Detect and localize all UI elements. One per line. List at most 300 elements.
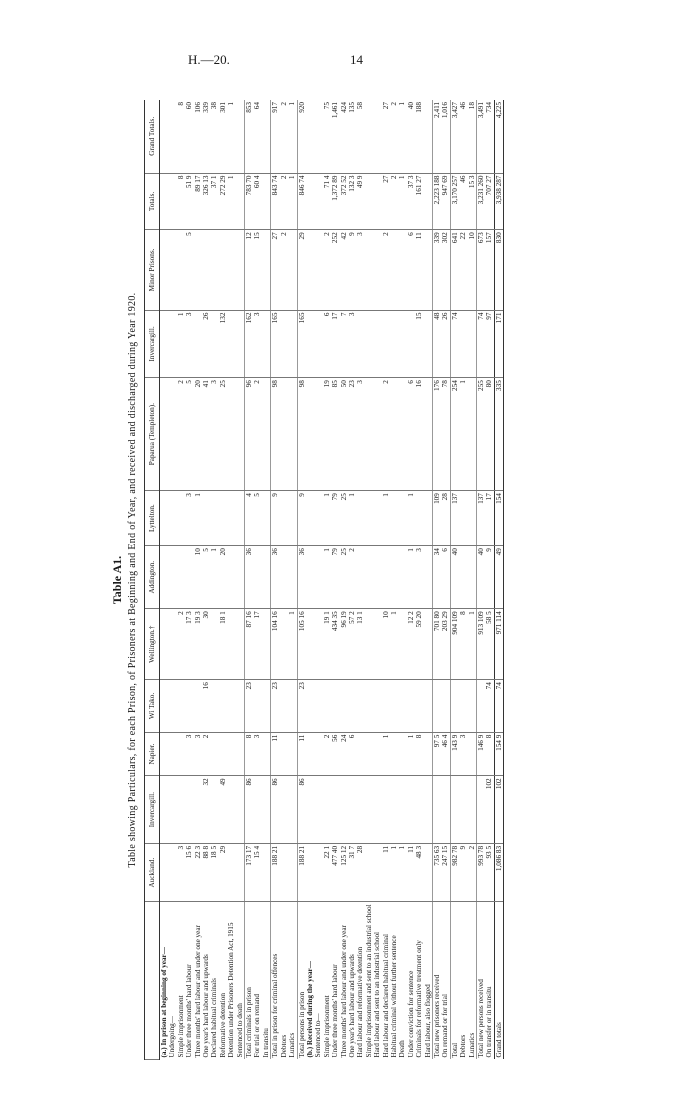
table-cell bbox=[194, 230, 202, 310]
table-cell: 57 2 bbox=[348, 609, 356, 680]
table-cell: 6 bbox=[407, 378, 415, 491]
table-cell bbox=[390, 378, 398, 491]
table-cell bbox=[210, 732, 218, 776]
table-cell: 1 bbox=[390, 843, 398, 901]
table-cell: 2,223 188 bbox=[433, 173, 442, 230]
table-cell: 735 63 bbox=[433, 843, 442, 901]
table-cell: 29 bbox=[297, 230, 306, 310]
table-cell bbox=[280, 609, 288, 680]
table-cell: 60 4 bbox=[253, 173, 261, 230]
table-cell bbox=[424, 173, 433, 230]
row-label: Simple imprisonment bbox=[322, 995, 331, 1058]
table-cell bbox=[424, 100, 433, 173]
table-cell bbox=[160, 546, 169, 609]
table-cell bbox=[424, 230, 433, 310]
table-row bbox=[288, 100, 297, 1060]
table-cell: 48 3 bbox=[415, 843, 423, 901]
table-cell bbox=[168, 310, 176, 378]
table-cell bbox=[288, 310, 297, 378]
table-cell: 75 bbox=[323, 100, 331, 173]
table-cell: 3 bbox=[185, 732, 193, 776]
table-cell: 36 bbox=[245, 546, 254, 609]
table-cell bbox=[262, 100, 271, 173]
table-row bbox=[194, 100, 202, 1060]
row-label: Under three months' hard labour bbox=[185, 964, 194, 1058]
table-cell: 424 bbox=[340, 100, 348, 173]
table-cell bbox=[306, 230, 314, 310]
table-cell bbox=[288, 230, 297, 310]
table-cell bbox=[459, 491, 467, 546]
table-cell: 701 80 bbox=[433, 609, 442, 680]
table-cell bbox=[415, 680, 423, 733]
table-cell bbox=[468, 776, 477, 844]
table-cell: 673 bbox=[477, 230, 486, 310]
table-cell: 335 bbox=[494, 378, 503, 491]
table-cell: 1 bbox=[398, 100, 406, 173]
table-cell bbox=[424, 310, 433, 378]
table-cell bbox=[373, 776, 381, 844]
table-cell: 5 bbox=[185, 378, 193, 491]
row-label: Total new prisoners received bbox=[433, 902, 442, 1060]
column-header: Wellington.† bbox=[145, 609, 160, 680]
table-cell bbox=[262, 546, 271, 609]
table-row bbox=[331, 100, 339, 1060]
table-cell bbox=[236, 230, 245, 310]
table-cell: 16 bbox=[202, 680, 210, 733]
table-cell: 88 8 bbox=[202, 843, 210, 901]
table-cell bbox=[382, 546, 390, 609]
table-cell bbox=[468, 378, 477, 491]
table-cell bbox=[424, 378, 433, 491]
table-cell bbox=[390, 732, 398, 776]
table-cell bbox=[323, 776, 331, 844]
table-row bbox=[441, 100, 450, 1060]
table-cell bbox=[348, 776, 356, 844]
table-cell bbox=[280, 310, 288, 378]
table-cell bbox=[236, 609, 245, 680]
table-cell: 74 bbox=[450, 310, 459, 378]
column-header: Wi Tako. bbox=[145, 680, 160, 733]
table-cell bbox=[168, 230, 176, 310]
table-cell bbox=[356, 776, 364, 844]
table-cell bbox=[373, 100, 381, 173]
table-cell: 11 bbox=[382, 843, 390, 901]
table-cell bbox=[227, 546, 235, 609]
table-cell bbox=[280, 843, 288, 901]
page-number: 14 bbox=[350, 52, 363, 67]
table-cell bbox=[194, 776, 202, 844]
table-cell: 171 bbox=[494, 310, 503, 378]
table-cell bbox=[314, 230, 322, 310]
table-cell bbox=[202, 230, 210, 310]
table-cell bbox=[168, 732, 176, 776]
table-cell: 80 bbox=[485, 378, 494, 491]
table-cell bbox=[382, 776, 390, 844]
table-cell: 13 1 bbox=[356, 609, 364, 680]
table-cell bbox=[373, 378, 381, 491]
table-cell bbox=[236, 378, 245, 491]
table-cell: 2 bbox=[280, 173, 288, 230]
table-cell: 9 bbox=[297, 491, 306, 546]
table-cell: 8 bbox=[415, 732, 423, 776]
table-cell: 23 bbox=[271, 680, 280, 733]
table-cell: 28 bbox=[441, 491, 450, 546]
table-cell bbox=[398, 776, 406, 844]
table-cell bbox=[314, 776, 322, 844]
table-cell: 34 bbox=[433, 546, 442, 609]
table-cell: 1 bbox=[382, 491, 390, 546]
table-cell: 86 bbox=[297, 776, 306, 844]
table-cell bbox=[468, 732, 477, 776]
column-header: Auckland. bbox=[145, 843, 160, 901]
table-cell: 20 bbox=[194, 378, 202, 491]
table-cell: 125 12 bbox=[340, 843, 348, 901]
table-cell bbox=[415, 491, 423, 546]
table-cell bbox=[288, 378, 297, 491]
table-cell: 2 bbox=[382, 230, 390, 310]
table-row bbox=[373, 100, 381, 1060]
row-label: Total bbox=[450, 902, 459, 1060]
row-label: Hard labour and declared habitual criminal bbox=[381, 933, 390, 1058]
table-cell bbox=[450, 680, 459, 733]
table-row bbox=[415, 100, 423, 1060]
table-cell: 188 21 bbox=[297, 843, 306, 901]
table-cell bbox=[373, 609, 381, 680]
table-cell: 982 78 bbox=[450, 843, 459, 901]
row-label: Reformative detention bbox=[218, 993, 227, 1058]
table-cell bbox=[382, 680, 390, 733]
table-cell bbox=[262, 776, 271, 844]
table-cell bbox=[373, 491, 381, 546]
table-cell: 339 bbox=[202, 100, 210, 173]
table-cell: 31 7 bbox=[348, 843, 356, 901]
table-cell: 2 bbox=[390, 173, 398, 230]
table-cell bbox=[288, 843, 297, 901]
row-label: Three months' hard labour and under one year bbox=[339, 925, 348, 1058]
table-row bbox=[160, 100, 169, 1060]
table-cell bbox=[407, 776, 415, 844]
table-cell: 3 bbox=[356, 378, 364, 491]
table-row bbox=[168, 100, 176, 1060]
table-row bbox=[398, 100, 406, 1060]
table-cell: 56 bbox=[331, 732, 339, 776]
table-cell bbox=[433, 776, 442, 844]
table-cell: 19 1 bbox=[323, 609, 331, 680]
table-cell: 2 bbox=[280, 230, 288, 310]
row-label: Death bbox=[398, 1040, 407, 1058]
table-cell bbox=[424, 843, 433, 901]
table-cell bbox=[306, 310, 314, 378]
row-label: Criminals for reformative treatment only bbox=[415, 940, 424, 1058]
row-label: Declared habitual criminals bbox=[210, 978, 219, 1058]
row-label: Total in prison for criminal offences bbox=[271, 902, 280, 1060]
table-cell bbox=[398, 310, 406, 378]
table-row bbox=[280, 100, 288, 1060]
table-cell bbox=[398, 230, 406, 310]
table-cell: 98 bbox=[297, 378, 306, 491]
table-cell bbox=[365, 546, 373, 609]
row-label: Total criminals in prison bbox=[245, 902, 254, 1060]
table-row bbox=[468, 100, 477, 1060]
table-cell: 32 bbox=[202, 776, 210, 844]
table-cell: 46 bbox=[459, 173, 467, 230]
table-row bbox=[424, 100, 433, 1060]
table-cell bbox=[253, 546, 261, 609]
table-cell: 42 bbox=[340, 230, 348, 310]
table-cell: 132 bbox=[219, 310, 227, 378]
table-cell: 9 bbox=[459, 843, 467, 901]
table-cell: 17 bbox=[253, 609, 261, 680]
table-cell bbox=[177, 230, 185, 310]
row-label: On transfer or in transitu bbox=[485, 986, 494, 1058]
table-row bbox=[459, 100, 467, 1060]
table-cell: 3 bbox=[253, 310, 261, 378]
table-cell: 102 bbox=[494, 776, 503, 844]
table-cell: 9 bbox=[271, 491, 280, 546]
table-row bbox=[271, 100, 280, 1060]
table-cell: 947 69 bbox=[441, 173, 450, 230]
table-cell bbox=[262, 609, 271, 680]
table-row bbox=[485, 100, 494, 1060]
table-cell bbox=[314, 173, 322, 230]
table-cell bbox=[407, 680, 415, 733]
table-cell: 993 78 bbox=[477, 843, 486, 901]
table-cell bbox=[280, 732, 288, 776]
table-cell: 78 bbox=[441, 378, 450, 491]
table-cell: 58 5 bbox=[485, 609, 494, 680]
table-body bbox=[160, 100, 504, 1060]
table-cell: 301 bbox=[219, 100, 227, 173]
table-cell: 10 bbox=[194, 546, 202, 609]
row-label: Grand totals bbox=[494, 902, 503, 1060]
table-cell bbox=[160, 732, 169, 776]
table-cell bbox=[323, 680, 331, 733]
table-row bbox=[236, 100, 245, 1060]
table-cell: 74 bbox=[477, 310, 486, 378]
row-label: Debtors bbox=[279, 1034, 288, 1058]
table-cell bbox=[424, 776, 433, 844]
table-row bbox=[185, 100, 193, 1060]
table-cell bbox=[314, 546, 322, 609]
table-cell: 143 9 bbox=[450, 732, 459, 776]
table-cell: 161 27 bbox=[415, 173, 423, 230]
table-cell bbox=[219, 680, 227, 733]
table-row bbox=[348, 100, 356, 1060]
table-cell bbox=[236, 680, 245, 733]
table-cell: 913 109 bbox=[477, 609, 486, 680]
table-cell: 8 bbox=[177, 173, 185, 230]
table-cell: 1 bbox=[468, 609, 477, 680]
table-cell: 16 bbox=[415, 378, 423, 491]
table-cell bbox=[210, 776, 218, 844]
table-cell: 11 bbox=[415, 230, 423, 310]
table-cell bbox=[210, 491, 218, 546]
table-cell bbox=[331, 776, 339, 844]
table-cell bbox=[210, 230, 218, 310]
table-cell: 6 bbox=[441, 546, 450, 609]
table-cell bbox=[168, 491, 176, 546]
table-row bbox=[365, 100, 373, 1060]
table-row bbox=[219, 100, 227, 1060]
table-cell bbox=[227, 378, 235, 491]
table-cell bbox=[390, 546, 398, 609]
table-cell bbox=[407, 310, 415, 378]
table-cell bbox=[365, 230, 373, 310]
table-cell: 46 4 bbox=[441, 732, 450, 776]
table-cell bbox=[280, 491, 288, 546]
table-cell: 74 bbox=[494, 680, 503, 733]
table-cell bbox=[288, 776, 297, 844]
table-cell: 1 bbox=[459, 378, 467, 491]
table-cell: 27 bbox=[271, 230, 280, 310]
table-cell: 48 bbox=[433, 310, 442, 378]
table-cell bbox=[390, 491, 398, 546]
table-cell: 1 bbox=[288, 173, 297, 230]
table-cell: 36 bbox=[297, 546, 306, 609]
table-row bbox=[433, 100, 442, 1060]
row-label: Lunatics bbox=[288, 1032, 297, 1058]
table-cell: 132 3 bbox=[348, 173, 356, 230]
table-cell: 96 19 bbox=[340, 609, 348, 680]
table-cell: 49 9 bbox=[356, 173, 364, 230]
table-cell: 783 70 bbox=[245, 173, 254, 230]
table-cell: 64 bbox=[253, 100, 261, 173]
table-cell: 11 bbox=[407, 843, 415, 901]
table-cell bbox=[210, 310, 218, 378]
table-row bbox=[306, 100, 314, 1060]
table-cell bbox=[227, 491, 235, 546]
table-cell bbox=[280, 776, 288, 844]
table-cell: 154 bbox=[494, 491, 503, 546]
table-cell: 326 13 bbox=[202, 173, 210, 230]
row-label: (b.) Received during the year— bbox=[305, 961, 314, 1058]
table-cell bbox=[227, 843, 235, 901]
table-cell: 18 5 bbox=[210, 843, 218, 901]
table-cell bbox=[373, 173, 381, 230]
table-cell bbox=[280, 546, 288, 609]
table-cell bbox=[390, 680, 398, 733]
table-cell bbox=[398, 378, 406, 491]
table-cell: 25 bbox=[340, 491, 348, 546]
table-cell: 23 bbox=[245, 680, 254, 733]
table-cell: 176 bbox=[433, 378, 442, 491]
table-cell: 203 29 bbox=[441, 609, 450, 680]
row-label: Total persons in prison bbox=[297, 902, 306, 1060]
table-cell: 30 bbox=[202, 609, 210, 680]
table-cell bbox=[415, 776, 423, 844]
table-cell: 8 bbox=[485, 732, 494, 776]
table-cell bbox=[382, 310, 390, 378]
table-cell: 1 bbox=[227, 100, 235, 173]
row-label: Debtors bbox=[459, 1034, 468, 1058]
table-cell bbox=[365, 173, 373, 230]
table-cell: 3,491 bbox=[477, 100, 486, 173]
table-cell: 1 bbox=[288, 609, 297, 680]
table-cell bbox=[373, 680, 381, 733]
table-cell: 18 1 bbox=[219, 609, 227, 680]
table-cell bbox=[365, 491, 373, 546]
table-cell: 50 bbox=[340, 378, 348, 491]
table-cell: 2 bbox=[348, 546, 356, 609]
table-cell: 22 1 bbox=[323, 843, 331, 901]
table-cell: 5 bbox=[185, 230, 193, 310]
column-header: Invercargill. bbox=[145, 310, 160, 378]
table-cell bbox=[280, 680, 288, 733]
table-cell: 2 bbox=[323, 230, 331, 310]
table-cell: 46 bbox=[459, 100, 467, 173]
table-cell: 434 35 bbox=[331, 609, 339, 680]
table-cell bbox=[306, 843, 314, 901]
table-cell bbox=[365, 609, 373, 680]
table-cell bbox=[236, 173, 245, 230]
table-cell: 19 bbox=[323, 378, 331, 491]
table-cell bbox=[177, 491, 185, 546]
table-cell: 255 bbox=[477, 378, 486, 491]
table-cell: 10 bbox=[468, 230, 477, 310]
table-cell bbox=[468, 491, 477, 546]
table-cell: 11 bbox=[271, 732, 280, 776]
table-cell bbox=[160, 680, 169, 733]
table-cell bbox=[177, 680, 185, 733]
row-label: Detention under Prisoners Detention Act, 1915 bbox=[227, 922, 236, 1058]
table-cell: 3 bbox=[185, 310, 193, 378]
table-cell: 4,225 bbox=[494, 100, 503, 173]
table-cell: 920 bbox=[297, 100, 306, 173]
table-cell bbox=[365, 776, 373, 844]
table-cell bbox=[262, 310, 271, 378]
table-cell: 162 bbox=[245, 310, 254, 378]
table-cell: 71 4 bbox=[323, 173, 331, 230]
table-cell bbox=[450, 776, 459, 844]
table-cell bbox=[168, 100, 176, 173]
table-cell: 37 3 bbox=[407, 173, 415, 230]
table-cell: 27 bbox=[382, 100, 390, 173]
table-cell bbox=[373, 843, 381, 901]
table-cell bbox=[340, 680, 348, 733]
table-cell bbox=[168, 173, 176, 230]
table-cell bbox=[160, 230, 169, 310]
table-cell: 2 bbox=[177, 378, 185, 491]
table-cell: 10 bbox=[382, 609, 390, 680]
table-cell: 6 bbox=[348, 732, 356, 776]
table-cell: 135 bbox=[348, 100, 356, 173]
table-cell: 3 bbox=[194, 732, 202, 776]
table-cell: 15 6 bbox=[185, 843, 193, 901]
table-cell: 6 bbox=[407, 230, 415, 310]
table-cell: 1 bbox=[390, 609, 398, 680]
table-cell bbox=[390, 230, 398, 310]
table-cell: 25 bbox=[340, 546, 348, 609]
table-cell: 2,411 bbox=[433, 100, 442, 173]
table-cell: 254 bbox=[450, 378, 459, 491]
table-cell bbox=[227, 732, 235, 776]
table-cell bbox=[168, 546, 176, 609]
table-cell: 5 bbox=[253, 491, 261, 546]
table-cell: 3 bbox=[459, 732, 467, 776]
table-cell bbox=[433, 680, 442, 733]
table-cell bbox=[202, 491, 210, 546]
table-cell bbox=[168, 680, 176, 733]
table-cell: 40 bbox=[450, 546, 459, 609]
table-cell: 23 bbox=[297, 680, 306, 733]
table-cell: 22 bbox=[459, 230, 467, 310]
table-row bbox=[340, 100, 348, 1060]
table-cell: 98 bbox=[271, 378, 280, 491]
table-cell bbox=[373, 310, 381, 378]
table-cell: 2 bbox=[280, 100, 288, 173]
table-cell: 26 bbox=[202, 310, 210, 378]
table-cell bbox=[356, 680, 364, 733]
